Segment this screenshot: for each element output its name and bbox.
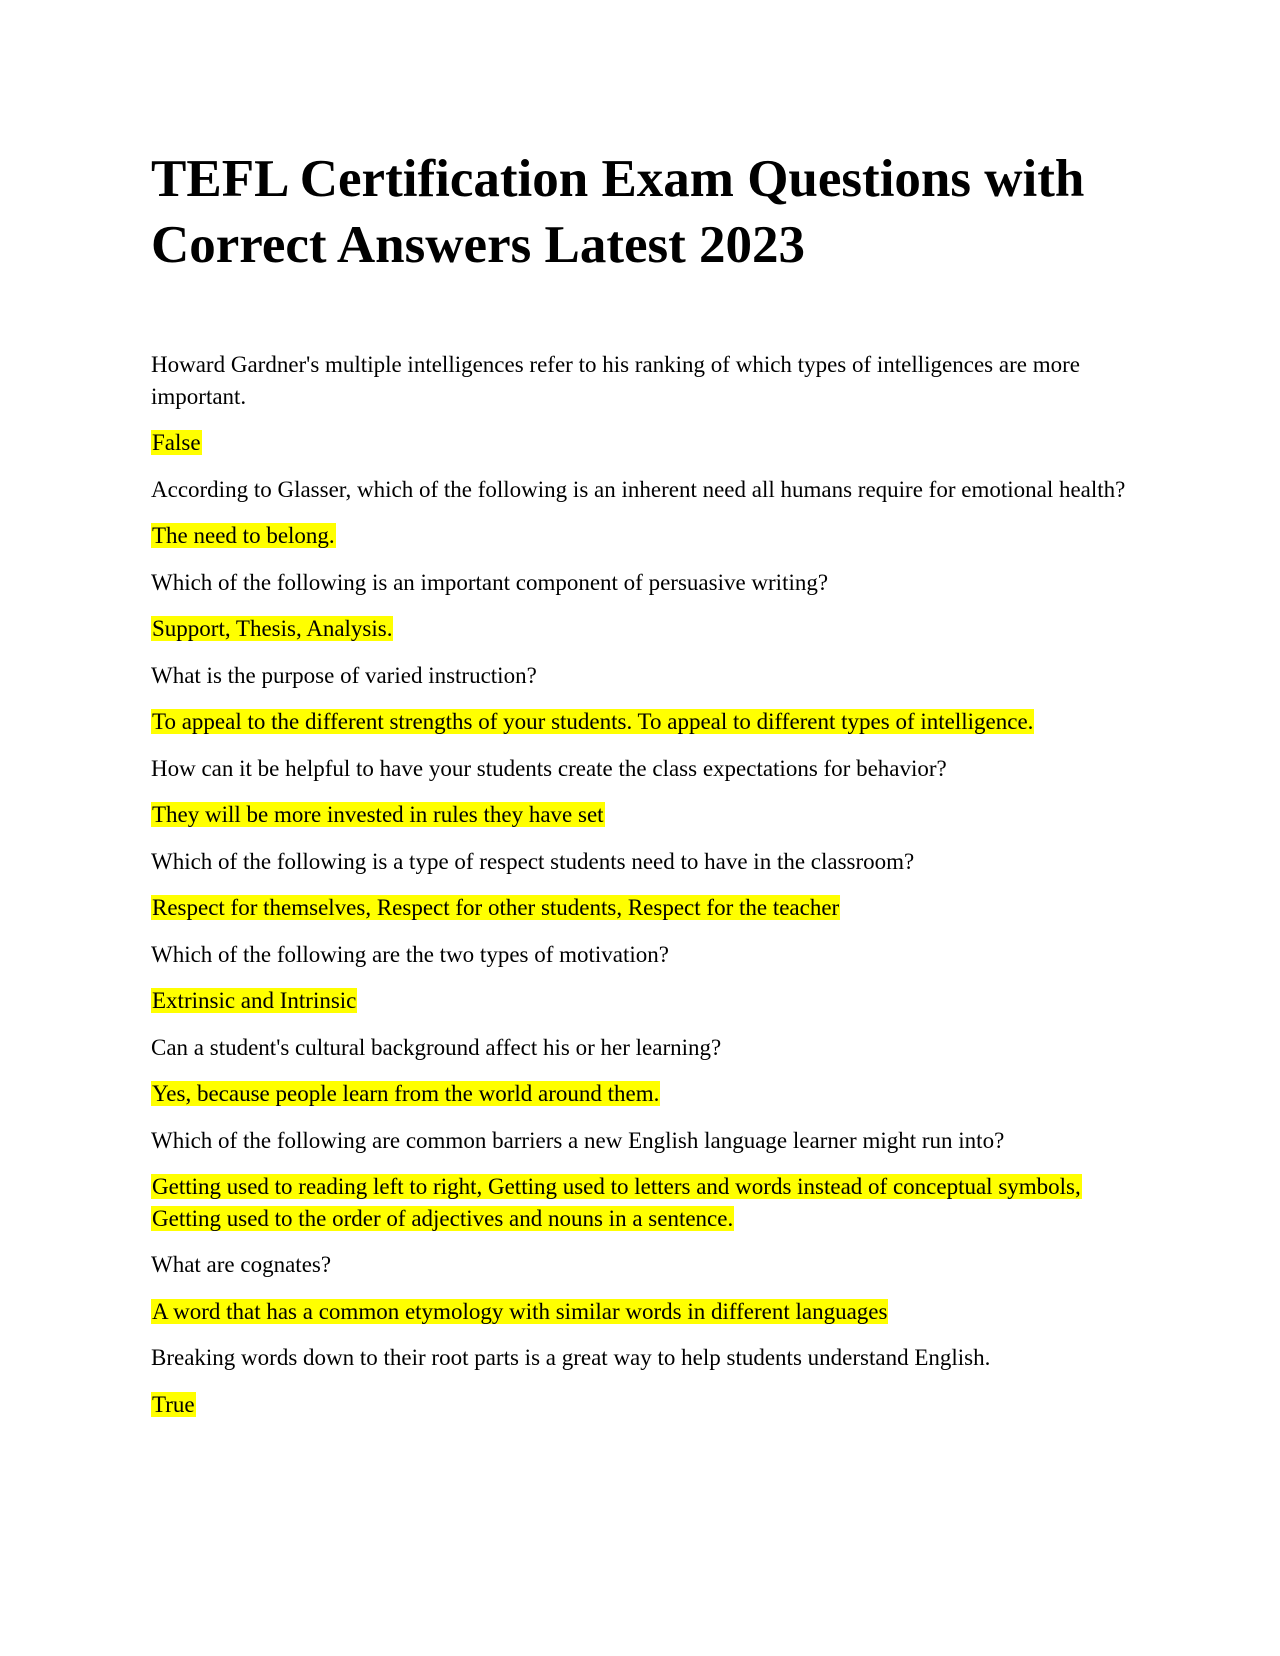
- highlighted-answer: They will be more invested in rules they have set: [152, 802, 604, 827]
- answer-block: [151, 892, 1131, 924]
- highlighted-answer: Yes, because people learn from the world around them.: [152, 1081, 660, 1106]
- question-text: Breaking words down to their root parts is a great way to help students understand English.: [151, 1345, 991, 1370]
- answer-block: [151, 1296, 1131, 1328]
- qa-item: [151, 660, 1131, 738]
- highlighted-answer: True: [152, 1391, 195, 1417]
- answer-block: [151, 427, 1131, 459]
- qa-item: [151, 939, 1131, 1017]
- qa-item: [151, 474, 1131, 552]
- answer-block: [151, 1078, 1131, 1110]
- highlighted-answer: False: [152, 430, 201, 455]
- question-text: What are cognates?: [151, 1252, 332, 1277]
- highlighted-answer: Respect for themselves, Respect for other students, Respect for the teacher: [152, 895, 840, 920]
- highlighted-answer: A word that has a common etymology with similar words in different languages: [152, 1298, 888, 1324]
- qa-item: [151, 753, 1131, 831]
- qa-item: [151, 846, 1131, 924]
- highlighted-answer: Support, Thesis, Analysis.: [152, 616, 393, 641]
- qa-item: [151, 1249, 1131, 1327]
- answer-block: [151, 520, 1131, 552]
- answer-block: [151, 1171, 1131, 1234]
- title-line-1: TEFL Certification Exam Questions with: [151, 150, 1085, 208]
- answer-block: [151, 799, 1131, 831]
- answer-block: [151, 613, 1131, 645]
- highlighted-answer: The need to belong.: [152, 523, 335, 548]
- qa-item: [151, 1125, 1131, 1235]
- question-text: Which of the following is an important component of persuasive writing?: [151, 569, 829, 595]
- question-text: What is the purpose of varied instruction?: [151, 662, 537, 688]
- qa-item: [151, 567, 1131, 645]
- question-text: Howard Gardner's multiple intelligences refer to his ranking of which types of intelligences are more important.: [151, 352, 1080, 409]
- answer-block: [151, 706, 1131, 738]
- question-text: Can a student's cultural background affect his or her learning?: [151, 1034, 722, 1060]
- question-text: Which of the following are the two types of motivation?: [151, 941, 670, 967]
- qa-list: [151, 349, 1131, 1435]
- highlighted-answer: Getting used to reading left to right, Getting used to letters and words instead of conceptual symbols, Getting used to the order of adjectives and nouns in a sentence.: [152, 1174, 1081, 1231]
- question-text: Which of the following are common barriers a new English language learner might run into?: [151, 1127, 1005, 1153]
- highlighted-answer: Extrinsic and Intrinsic: [152, 988, 357, 1013]
- qa-item: [151, 349, 1131, 459]
- title-line-2: Correct Answers Latest 2023: [151, 216, 806, 274]
- qa-item: [151, 1032, 1131, 1110]
- highlighted-answer: To appeal to the different strengths of your students. To appeal to different types of intelligence.: [152, 709, 1034, 734]
- question-text: According to Glasser, which of the following is an inherent need all humans require for emotional health?: [151, 476, 1126, 502]
- qa-item: [151, 1342, 1131, 1420]
- answer-block: [151, 985, 1131, 1017]
- question-text: Which of the following is a type of respect students need to have in the classroom?: [151, 848, 915, 874]
- document-title: [151, 146, 1151, 278]
- question-text: How can it be helpful to have your students create the class expectations for behavior?: [151, 755, 947, 781]
- answer-block: [151, 1389, 1131, 1421]
